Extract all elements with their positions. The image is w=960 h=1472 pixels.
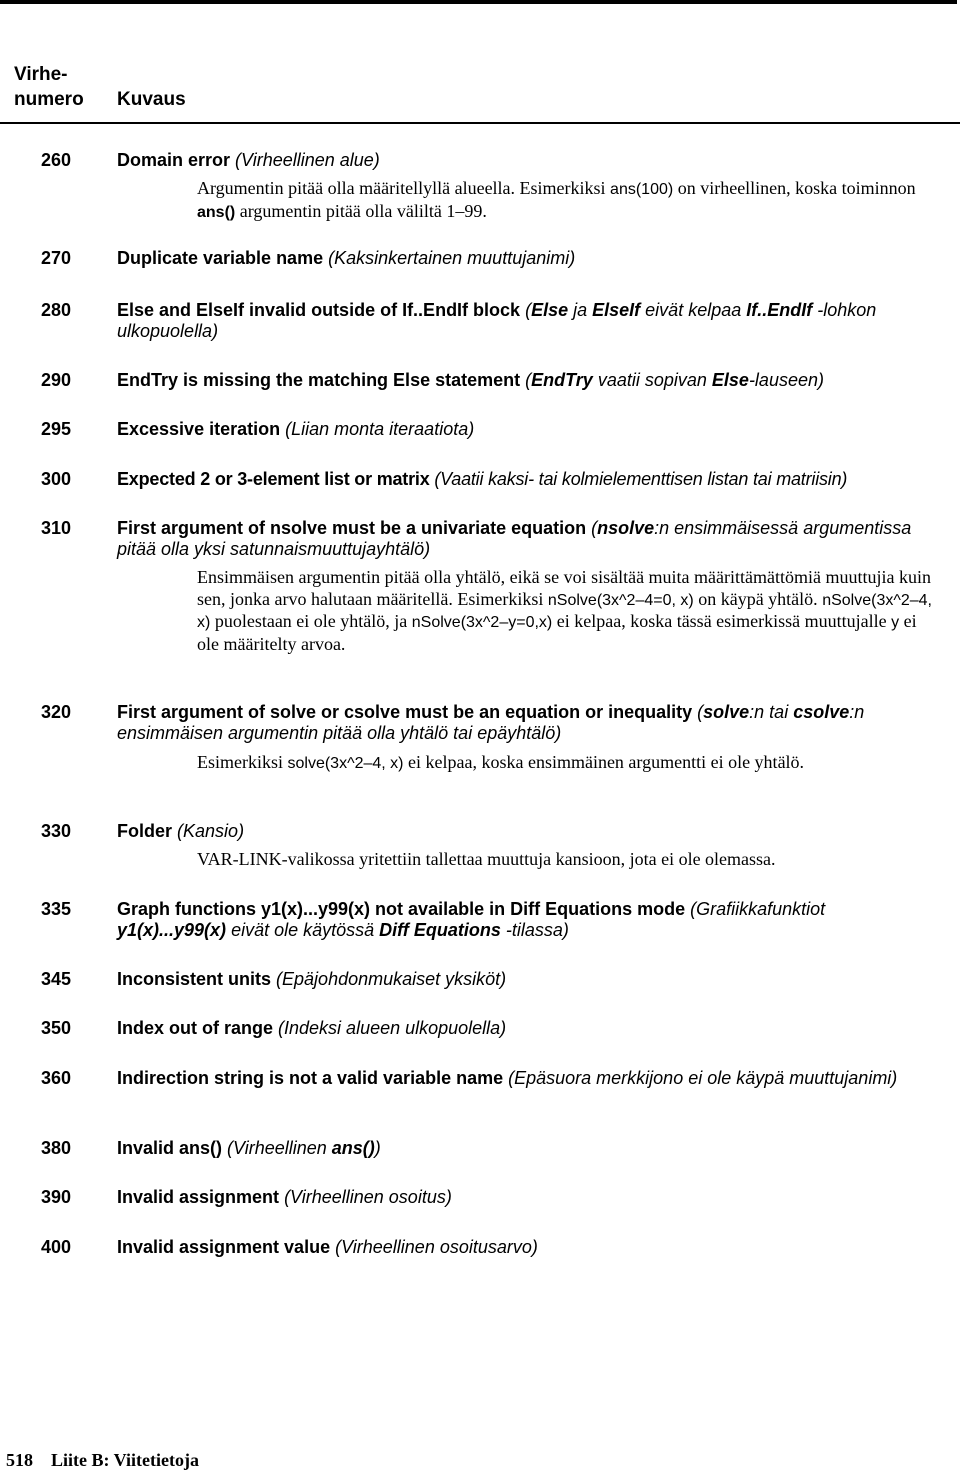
error-detail: VAR-LINK-valikossa yritettiin tallettaa muuttuja kansioon, jota ei ole olemassa. (197, 849, 776, 869)
error-title: Inconsistent units (Epäjohdonmukaiset yksiköt) (117, 969, 507, 989)
error-title: Folder (Kansio) (117, 821, 245, 841)
error-title: Graph functions y1(x)...y99(x) not available in Diff Equations mode (Grafiikkafunktiot y1(x)...y99(x) eivät ole käytössä Diff Equations -tilassa) (117, 899, 826, 940)
error-title: Excessive iteration (Liian monta iteraatiota) (117, 419, 475, 439)
error-number: 335 (41, 899, 72, 919)
section-title: Liite B: Viitetietoja (51, 1450, 199, 1470)
error-title: Expected 2 or 3-element list or matrix (Vaatii kaksi- tai kolmielementtisen listan tai matriisin) (117, 469, 848, 489)
error-title: First argument of nsolve must be a univariate equation (nsolve:n ensimmäisessä argumentissa pitää olla yksi satunnaismuuttujayhtälö) (117, 518, 912, 559)
page-footer (6, 1449, 199, 1471)
error-number: 280 (41, 300, 72, 320)
header-rule (0, 122, 960, 124)
error-detail: Ensimmäisen argumentin pitää olla yhtälö, eikä se voi sisältää muita määrittämättömiä muuttujia kuin sen, jonka arvo halutaan määritellä. Esimerkiksi nSolve(3x^2–4=0, x) on käypä yhtälö. nSolve(3x^2–4, x) puolestaan ei ole yhtälö, ja nSolve(3x^2–y=0,x) ei kelpaa, koska tässä esimerkissä muuttujalle y ei ole määritelty arvoa. (197, 567, 932, 654)
error-number: 270 (41, 248, 72, 268)
error-number: 310 (41, 518, 72, 538)
error-number: 360 (41, 1068, 72, 1088)
error-title: Invalid assignment (Virheellinen osoitus) (117, 1187, 452, 1207)
error-number: 260 (41, 150, 72, 170)
error-title: Invalid assignment value (Virheellinen osoitusarvo) (117, 1237, 538, 1257)
column-header-description: Kuvaus (117, 89, 186, 110)
error-title: Duplicate variable name (Kaksinkertainen muuttujanimi) (117, 248, 576, 268)
error-title: Else and ElseIf invalid outside of If..EndIf block (Else ja ElseIf eivät kelpaa If..EndIf -lohkon ulkopuolella) (117, 300, 877, 341)
error-number: 390 (41, 1187, 72, 1207)
error-title: Domain error (Virheellinen alue) (117, 150, 380, 170)
top-rule (0, 0, 957, 4)
error-number: 290 (41, 370, 72, 390)
error-number: 295 (41, 419, 72, 439)
error-title: Index out of range (Indeksi alueen ulkopuolella) (117, 1018, 507, 1038)
error-detail: Esimerkiksi solve(3x^2–4, x) ei kelpaa, koska ensimmäinen argumentti ei ole yhtälö. (197, 752, 805, 772)
column-header-number (14, 62, 84, 112)
table-header (0, 62, 960, 122)
error-number: 345 (41, 969, 72, 989)
error-number: 320 (41, 702, 72, 722)
error-detail: Argumentin pitää olla määritellyllä alueella. Esimerkiksi ans(100) on virheellinen, koska toiminnon ans() argumentin pitää olla väliltä 1–99. (197, 178, 916, 221)
error-number: 380 (41, 1138, 72, 1158)
error-title: First argument of solve or csolve must be an equation or inequality (solve:n tai csolve:n ensimmäisen argumentin pitää olla yhtälö tai epäyhtälö) (117, 702, 865, 743)
page-number: 518 (6, 1450, 33, 1470)
error-number: 350 (41, 1018, 72, 1038)
error-title: Indirection string is not a valid variable name (Epäsuora merkkijono ei ole käypä muuttujanimi) (117, 1068, 898, 1088)
error-number: 300 (41, 469, 72, 489)
column-header-number-line2: numero (14, 89, 84, 110)
error-number: 400 (41, 1237, 72, 1257)
error-title: Invalid ans() (Virheellinen ans()) (117, 1138, 381, 1158)
error-title: EndTry is missing the matching Else statement (EndTry vaatii sopivan Else-lauseen) (117, 370, 824, 390)
error-number: 330 (41, 821, 72, 841)
column-header-number-line1: Virhe- (14, 64, 68, 85)
